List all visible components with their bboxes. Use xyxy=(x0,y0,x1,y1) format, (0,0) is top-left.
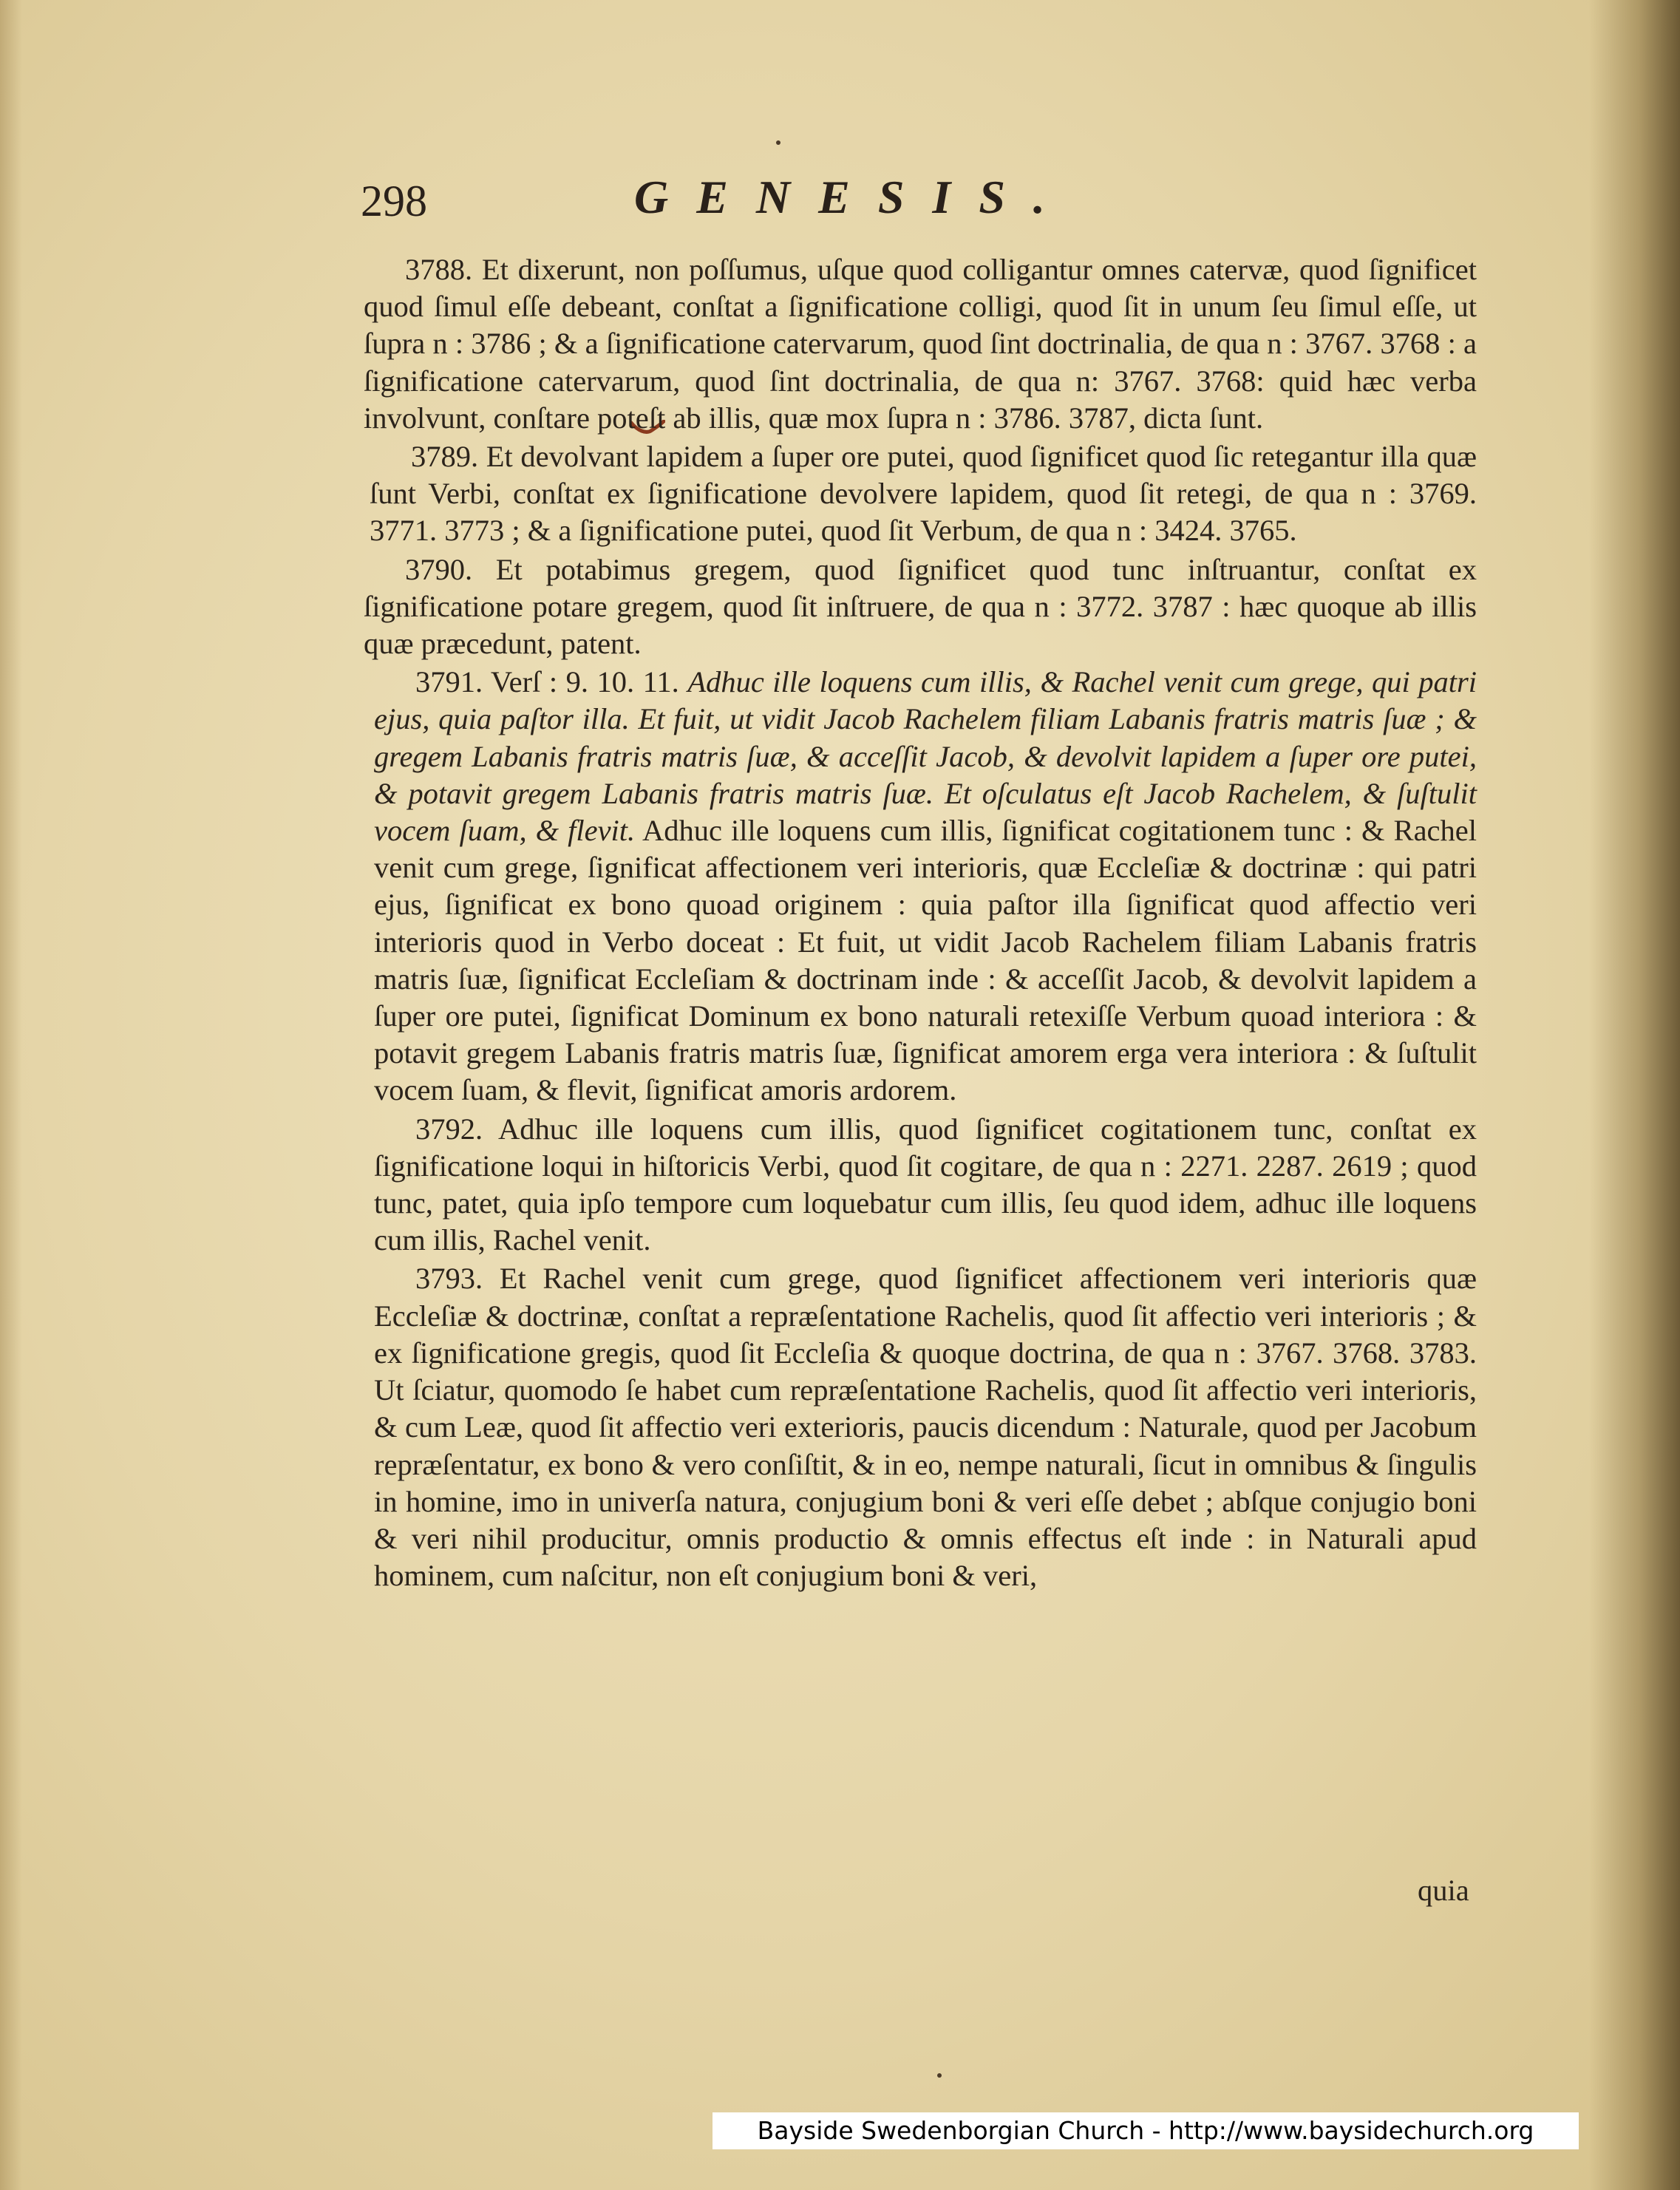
paragraph-3793 xyxy=(374,1260,1477,1594)
scripture-quotation: Adhuc ille loquens cum illis, & Rachel venit cum grege, qui patri ejus, quia paſtor illa. Et fuit, ut vidit Jacob Rachelem filiam Labanis fratris matris ſuæ ; & gregem Labanis fratris matris ſuæ, & acceſſit Jacob, & devolvit lapidem a ſuper ore putei, & potavit gregem Labanis fratris matris ſuæ. Et oſculatus eſt Jacob Rachelem, & ſuſtulit vocem ſuam, & flevit. xyxy=(374,665,1477,848)
page-left-edge-shading xyxy=(0,0,22,2190)
paragraph-3789 xyxy=(370,438,1477,550)
paper-speck xyxy=(937,2073,942,2078)
catchword: quia xyxy=(1418,1874,1469,1907)
paragraph-text: 3790. Et potabimus gregem, quod ſignificet quod tunc inſtruantur, conſtat ex ſignificatione potare gregem, quod ſit inſtruere, de qua n : 3772. 3787 : hæc quoque ab illis quæ præcedunt, patent. xyxy=(364,552,1477,661)
running-title: GENESIS. xyxy=(634,171,1073,223)
body-text xyxy=(364,251,1477,1596)
page-header xyxy=(361,169,1469,242)
paragraph-3788 xyxy=(364,251,1477,437)
page-number: 298 xyxy=(361,177,427,225)
paragraph-text: 3789. Et devolvant lapidem a ſuper ore putei, quod ſignificet quod ſic retegantur illa quæ ſunt Verbi, conſtat ex ſignificatione devolvere lapidem, quod ſit retegi, de qua n : 3769. 3771. 3773 ; & a ſignificatione putei, quod ſit Verbum, de qua n : 3424. 3765. xyxy=(370,440,1477,548)
page-gutter-shadow xyxy=(1589,0,1680,2190)
paragraph-text: 3793. Et Rachel venit cum grege, quod ſignificet affectionem veri interioris quæ Eccleſiæ & doctrinæ, conſtat a repræſentatione Rachelis, quod ſit affectio veri interioris ; & ex ſignificatione gregis, quod ſit Eccleſia & quoque doctrina, de qua n : 3767. 3768. 3783. Ut ſciatur, quomodo ſe habet cum repræſentatione Rachelis, quod ſit affectio veri interioris, & cum Leæ, quod ſit affectio veri exterioris, paucis dicendum : Naturale, quod per Jacobum repræſentatur, ex bono & vero conſiſtit, & in eo, nempe naturali, ſicut in omnibus & ſingulis in homine, imo in univerſa natura, conjugium boni & veri eſſe debet ; abſque conjugio boni & veri nihil producitur, omnis productio & omnis effectus eſt inde : in Naturali apud hominem, cum naſcitur, non eſt conjugium boni & veri, xyxy=(374,1262,1477,1593)
watermark-footer: Bayside Swedenborgian Church - http://www.baysidechurch.org xyxy=(713,2112,1579,2149)
paper-speck xyxy=(776,140,781,145)
paragraph-3791 xyxy=(374,664,1477,1109)
paragraph-text: 3792. Adhuc ille loquens cum illis, quod ſignificet cogitationem tunc, conſtat ex ſignificatione loqui in hiſtoricis Verbi, quod ſit cogitare, de qua n : 2271. 2287. 2619 ; quod tunc, patet, quia ipſo tempore cum loquebatur cum illis, ſeu quod idem, adhuc ille loquens cum illis, Rachel venit. xyxy=(374,1112,1477,1257)
paragraph-text: Adhuc ille loquens cum illis, ſignificat cogitationem tunc : & Rachel venit cum grege, ſignificat affectionem veri interioris, quæ Eccleſiæ & doctrinæ : qui patri ejus, ſignificat ex bono quoad originem : quia paſtor illa ſignificat quod affectio veri interioris quod in Verbo doceat : Et fuit, ut vidit Jacob Rachelem filiam Labanis fratris matris ſuæ, ſignificat Eccleſiam & doctrinam inde : & acceſſit Jacob, & devolvit lapidem a ſuper ore putei, ſignificat Dominum ex bono naturali retexiſſe Verbum quoad interiora : & potavit gregem Labanis fratris matris ſuæ, ſignificat amorem erga vera interiora : & ſuſtulit vocem ſuam, & flevit, ſignificat amoris ardorem. xyxy=(374,814,1477,1107)
paragraph-3790 xyxy=(364,551,1477,663)
paragraph-text: 3791. Verſ : 9. 10. 11. xyxy=(415,665,688,699)
paragraph-text: 3788. Et dixerunt, non poſſumus, uſque quod colligantur omnes catervæ, quod ſignificet quod ſimul eſſe debeant, conſtat a ſignificatione colligi, quod ſit in unum ſeu ſimul eſſe, ut ſupra n : 3786 ; & a ſignificatione catervarum, quod ſint doctrinalia, de qua n : 3767. 3768 : a ſignificatione catervarum, quod ſint doctrinalia, de qua n: 3767. 3768: quid hæc verba involvunt, conſtare poteſt ab illis, quæ mox ſupra n : 3786. 3787, dicta ſunt. xyxy=(364,253,1477,435)
paragraph-3792 xyxy=(374,1111,1477,1259)
